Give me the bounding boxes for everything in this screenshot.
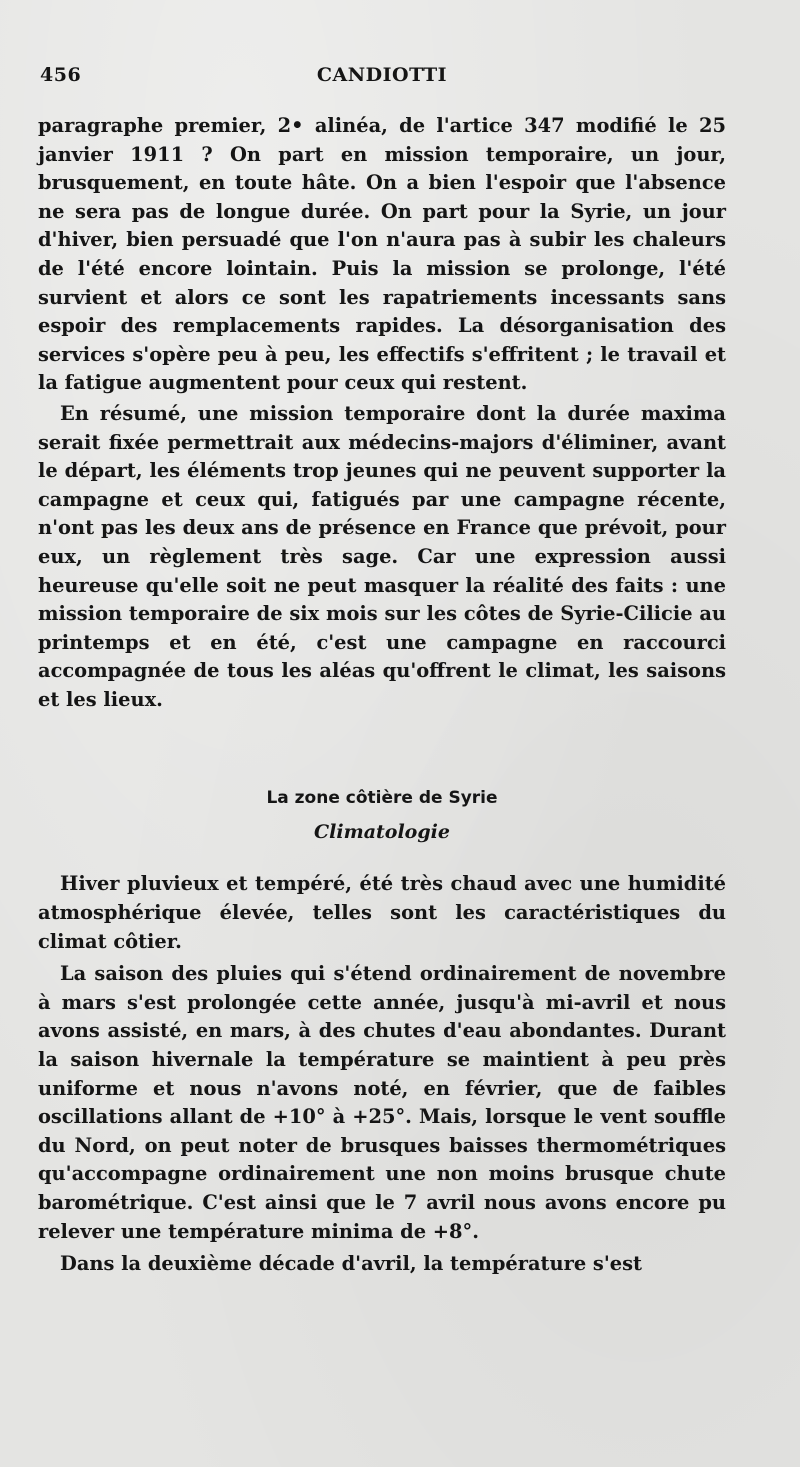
paragraph-april-temperature: Dans la deuxième décade d'avril, la température s'est bbox=[60, 1252, 642, 1276]
page-header bbox=[38, 58, 726, 92]
paragraph-rain-season: La saison des pluies qui s'étend ordinairement de novembre à mars s'est prolongée cette année, jusqu'à mi-avril et nous avons assisté, en mars, à des chutes d'eau abondantes. Durant la saison hivernale la température se maintient à peu près uniforme et nous n'avons noté, en février, que de faibles oscillations allant de +10° à +25°. Mais, lorsque le vent souffle du Nord, on peut noter de brusques baisses thermométriques qu'accompagne ordinairement une non moins brusque chute barométrique. C'est ainsi que le 7 avril nous avons encore pu relever une température minima de +8°. bbox=[38, 962, 726, 1243]
section-subtitle: Climatologie bbox=[314, 821, 450, 844]
paragraph-summary: En résumé, une mission temporaire dont la durée maxima serait fixée permettrait aux médecins-majors d'éliminer, avant le départ, les éléments trop jeunes qui ne peuvent supporter la campagne et ceux qui, fatigués par une campagne récente, n'ont pas les deux ans de présence en France que prévoit, pour eux, un règlement très sage. Car une expression aussi heureuse qu'elle soit ne peut masquer la réalité des faits : une mission temporaire de six mois sur les côtes de Syrie-Cilicie au printemps et en été, c'est une campagne en raccourci accompagnée de tous les aléas qu'offrent le climat, les saisons et les lieux. bbox=[38, 401, 726, 711]
paragraph-continuation: paragraphe premier, 2• alinéa, de l'artice 347 modifié le 25 janvier 1911 ? On part en mission temporaire, un jour, brusquement, en toute hâte. On a bien l'espoir que l'absence ne sera pas de longue durée. On part pour la Syrie, un jour d'hiver, bien persuadé que l'on n'aura pas à subir les chaleurs de l'été encore lointain. Puis la mission se prolonge, l'été survient et alors ce sont les rapatriements incessants sans espoir des remplacements rapides. La désorganisation des services s'opère peu à peu, les effectifs s'effritent ; le travail et la fatigue augmentent pour ceux qui restent. bbox=[38, 114, 726, 395]
page-number: 456 bbox=[40, 64, 82, 86]
paragraph-climate-intro: Hiver pluvieux et tempéré, été très chaud avec une humidité atmosphérique élevée, telles sont les caractéristiques du climat côtier. bbox=[38, 872, 726, 953]
section-title: La zone côtière de Syrie bbox=[266, 788, 498, 809]
running-head: CANDIOTTI bbox=[316, 64, 448, 86]
